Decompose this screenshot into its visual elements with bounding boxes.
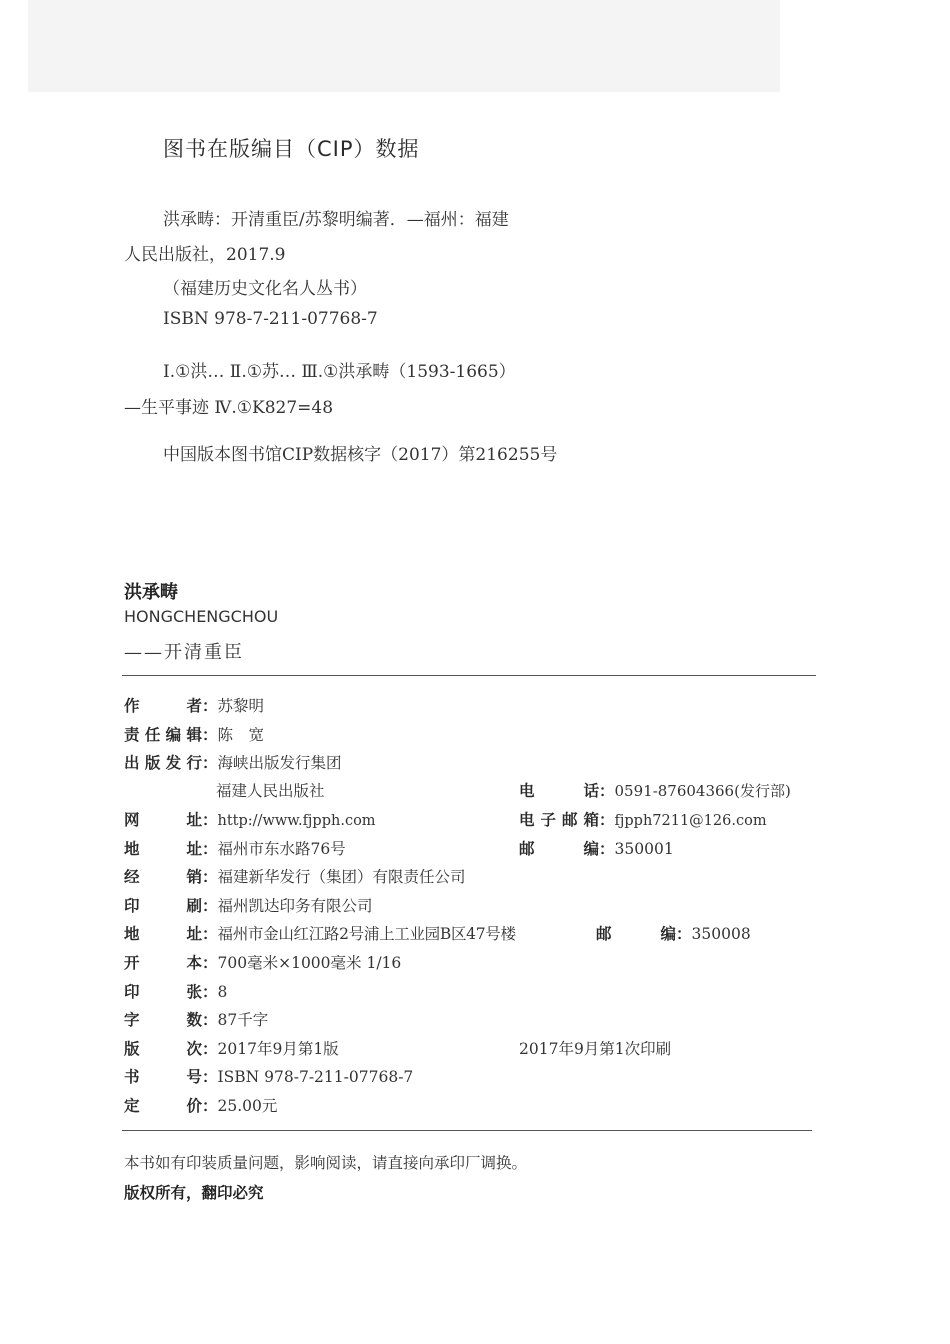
info-row-author: 作 者：苏黎明 <box>124 694 264 716</box>
info-value: 87千字 <box>217 1011 269 1029</box>
info-row-edition: 版 次：2017年9月第1版 <box>124 1037 339 1059</box>
info-row-phone: 电 话：0591-87604366(发行部) <box>519 779 791 801</box>
info-value: 350001 <box>614 840 674 858</box>
info-value: 福州凯达印务有限公司 <box>217 897 373 915</box>
info-label: 书 号 <box>124 1068 202 1086</box>
book-title: 洪承畴 <box>124 582 178 603</box>
cip-line: （福建历史文化名人丛书） <box>163 279 367 299</box>
info-row-distributor: 经 销：福建新华发行（集团）有限责任公司 <box>124 865 466 887</box>
info-row-website: 网 址：http://www.fjpph.com <box>124 808 376 830</box>
info-label: 网 址 <box>124 811 202 829</box>
cip-line: Ⅰ.①洪… Ⅱ.①苏… Ⅲ.①洪承畴（1593-1665） <box>163 362 516 382</box>
info-row-sheets: 印 张：8 <box>124 980 227 1002</box>
info-label: 经 销 <box>124 868 202 886</box>
quality-note: 本书如有印装质量问题，影响阅读，请直接向承印厂调换。 <box>124 1154 528 1172</box>
info-row-price: 定 价：25.00元 <box>124 1094 277 1116</box>
cip-line: 洪承畴：开清重臣/苏黎明编著．—福州：福建 <box>163 210 509 230</box>
info-label: 电 话 <box>519 782 599 800</box>
info-value: 陈 宽 <box>217 726 265 744</box>
info-value: 苏黎明 <box>217 697 265 715</box>
divider-bottom <box>122 1130 812 1131</box>
divider-top <box>122 675 816 676</box>
info-row-postcode: 邮 编：350001 <box>519 837 674 859</box>
info-label: 字 数 <box>124 1011 202 1029</box>
website-link[interactable]: http://www.fjpph.com <box>217 813 376 829</box>
info-value: 0591-87604366(发行部) <box>614 782 791 800</box>
info-label: 地 址 <box>124 925 202 943</box>
info-value: 2017年9月第1版 <box>217 1040 339 1058</box>
info-row-email: 电子邮箱：fjpph7211@126.com <box>519 808 767 830</box>
info-value: 福州市东水路76号 <box>217 840 346 858</box>
info-label: 版 次 <box>124 1040 202 1058</box>
info-row-address: 地 址：福州市东水路76号 <box>124 837 346 859</box>
cip-line: 中国版本图书馆CIP数据核字（2017）第216255号 <box>163 445 558 465</box>
book-subtitle: ——开清重臣 <box>124 642 244 663</box>
copyright-notice: 版权所有，翻印必究 <box>124 1184 264 1202</box>
info-value: 福建新华发行（集团）有限责任公司 <box>217 868 466 886</box>
cip-heading: 图书在版编目（CIP）数据 <box>163 137 420 161</box>
info-label: 邮 编 <box>596 925 676 943</box>
info-row-printer-address: 地 址：福州市金山红江路2号浦上工业园B区47号楼 <box>124 922 516 944</box>
info-label: 邮 编 <box>519 840 599 858</box>
info-row-format: 开 本：700毫米×1000毫米 1/16 <box>124 951 401 973</box>
book-pinyin: HONGCHENGCHOU <box>124 607 279 626</box>
cip-line: —生平事迹 Ⅳ.①K827=48 <box>124 398 334 418</box>
info-row-printer-postcode: 邮 编：350008 <box>596 922 751 944</box>
info-value: 海峡出版发行集团 <box>217 754 342 772</box>
info-row-words: 字 数：87千字 <box>124 1008 268 1030</box>
info-label: 电子邮箱 <box>519 811 599 829</box>
info-label: 印 刷 <box>124 897 202 915</box>
info-label: 作 者 <box>124 697 202 715</box>
info-label: 开 本 <box>124 954 202 972</box>
cip-line: ISBN 978-7-211-07768-7 <box>163 309 378 329</box>
info-row-isbn: 书 号：ISBN 978-7-211-07768-7 <box>124 1065 413 1087</box>
info-value: 350008 <box>691 925 751 943</box>
info-label: 出版发行 <box>124 754 202 772</box>
info-value: ISBN 978-7-211-07768-7 <box>217 1068 414 1086</box>
info-row-publisher: 出版发行：海峡出版发行集团 <box>124 751 342 773</box>
info-value: 8 <box>217 983 228 1001</box>
info-row-printer: 印 刷：福州凯达印务有限公司 <box>124 894 373 916</box>
cip-line: 人民出版社，2017.9 <box>124 245 286 265</box>
info-value: 700毫米×1000毫米 1/16 <box>217 954 402 972</box>
scan-background <box>28 0 780 92</box>
info-label: 责任编辑 <box>124 726 202 744</box>
info-label: 定 价 <box>124 1097 202 1115</box>
email-link[interactable]: fjpph7211@126.com <box>614 813 767 829</box>
info-label: 印 张 <box>124 983 202 1001</box>
info-label: 地 址 <box>124 840 202 858</box>
info-edition-printing: 2017年9月第1次印刷 <box>519 1040 672 1058</box>
info-value: 25.00元 <box>217 1097 278 1115</box>
info-row-editor: 责任编辑：陈 宽 <box>124 723 264 745</box>
info-value: 福州市金山红江路2号浦上工业园B区47号楼 <box>217 925 516 943</box>
info-publisher-second: 福建人民出版社 <box>216 782 325 800</box>
